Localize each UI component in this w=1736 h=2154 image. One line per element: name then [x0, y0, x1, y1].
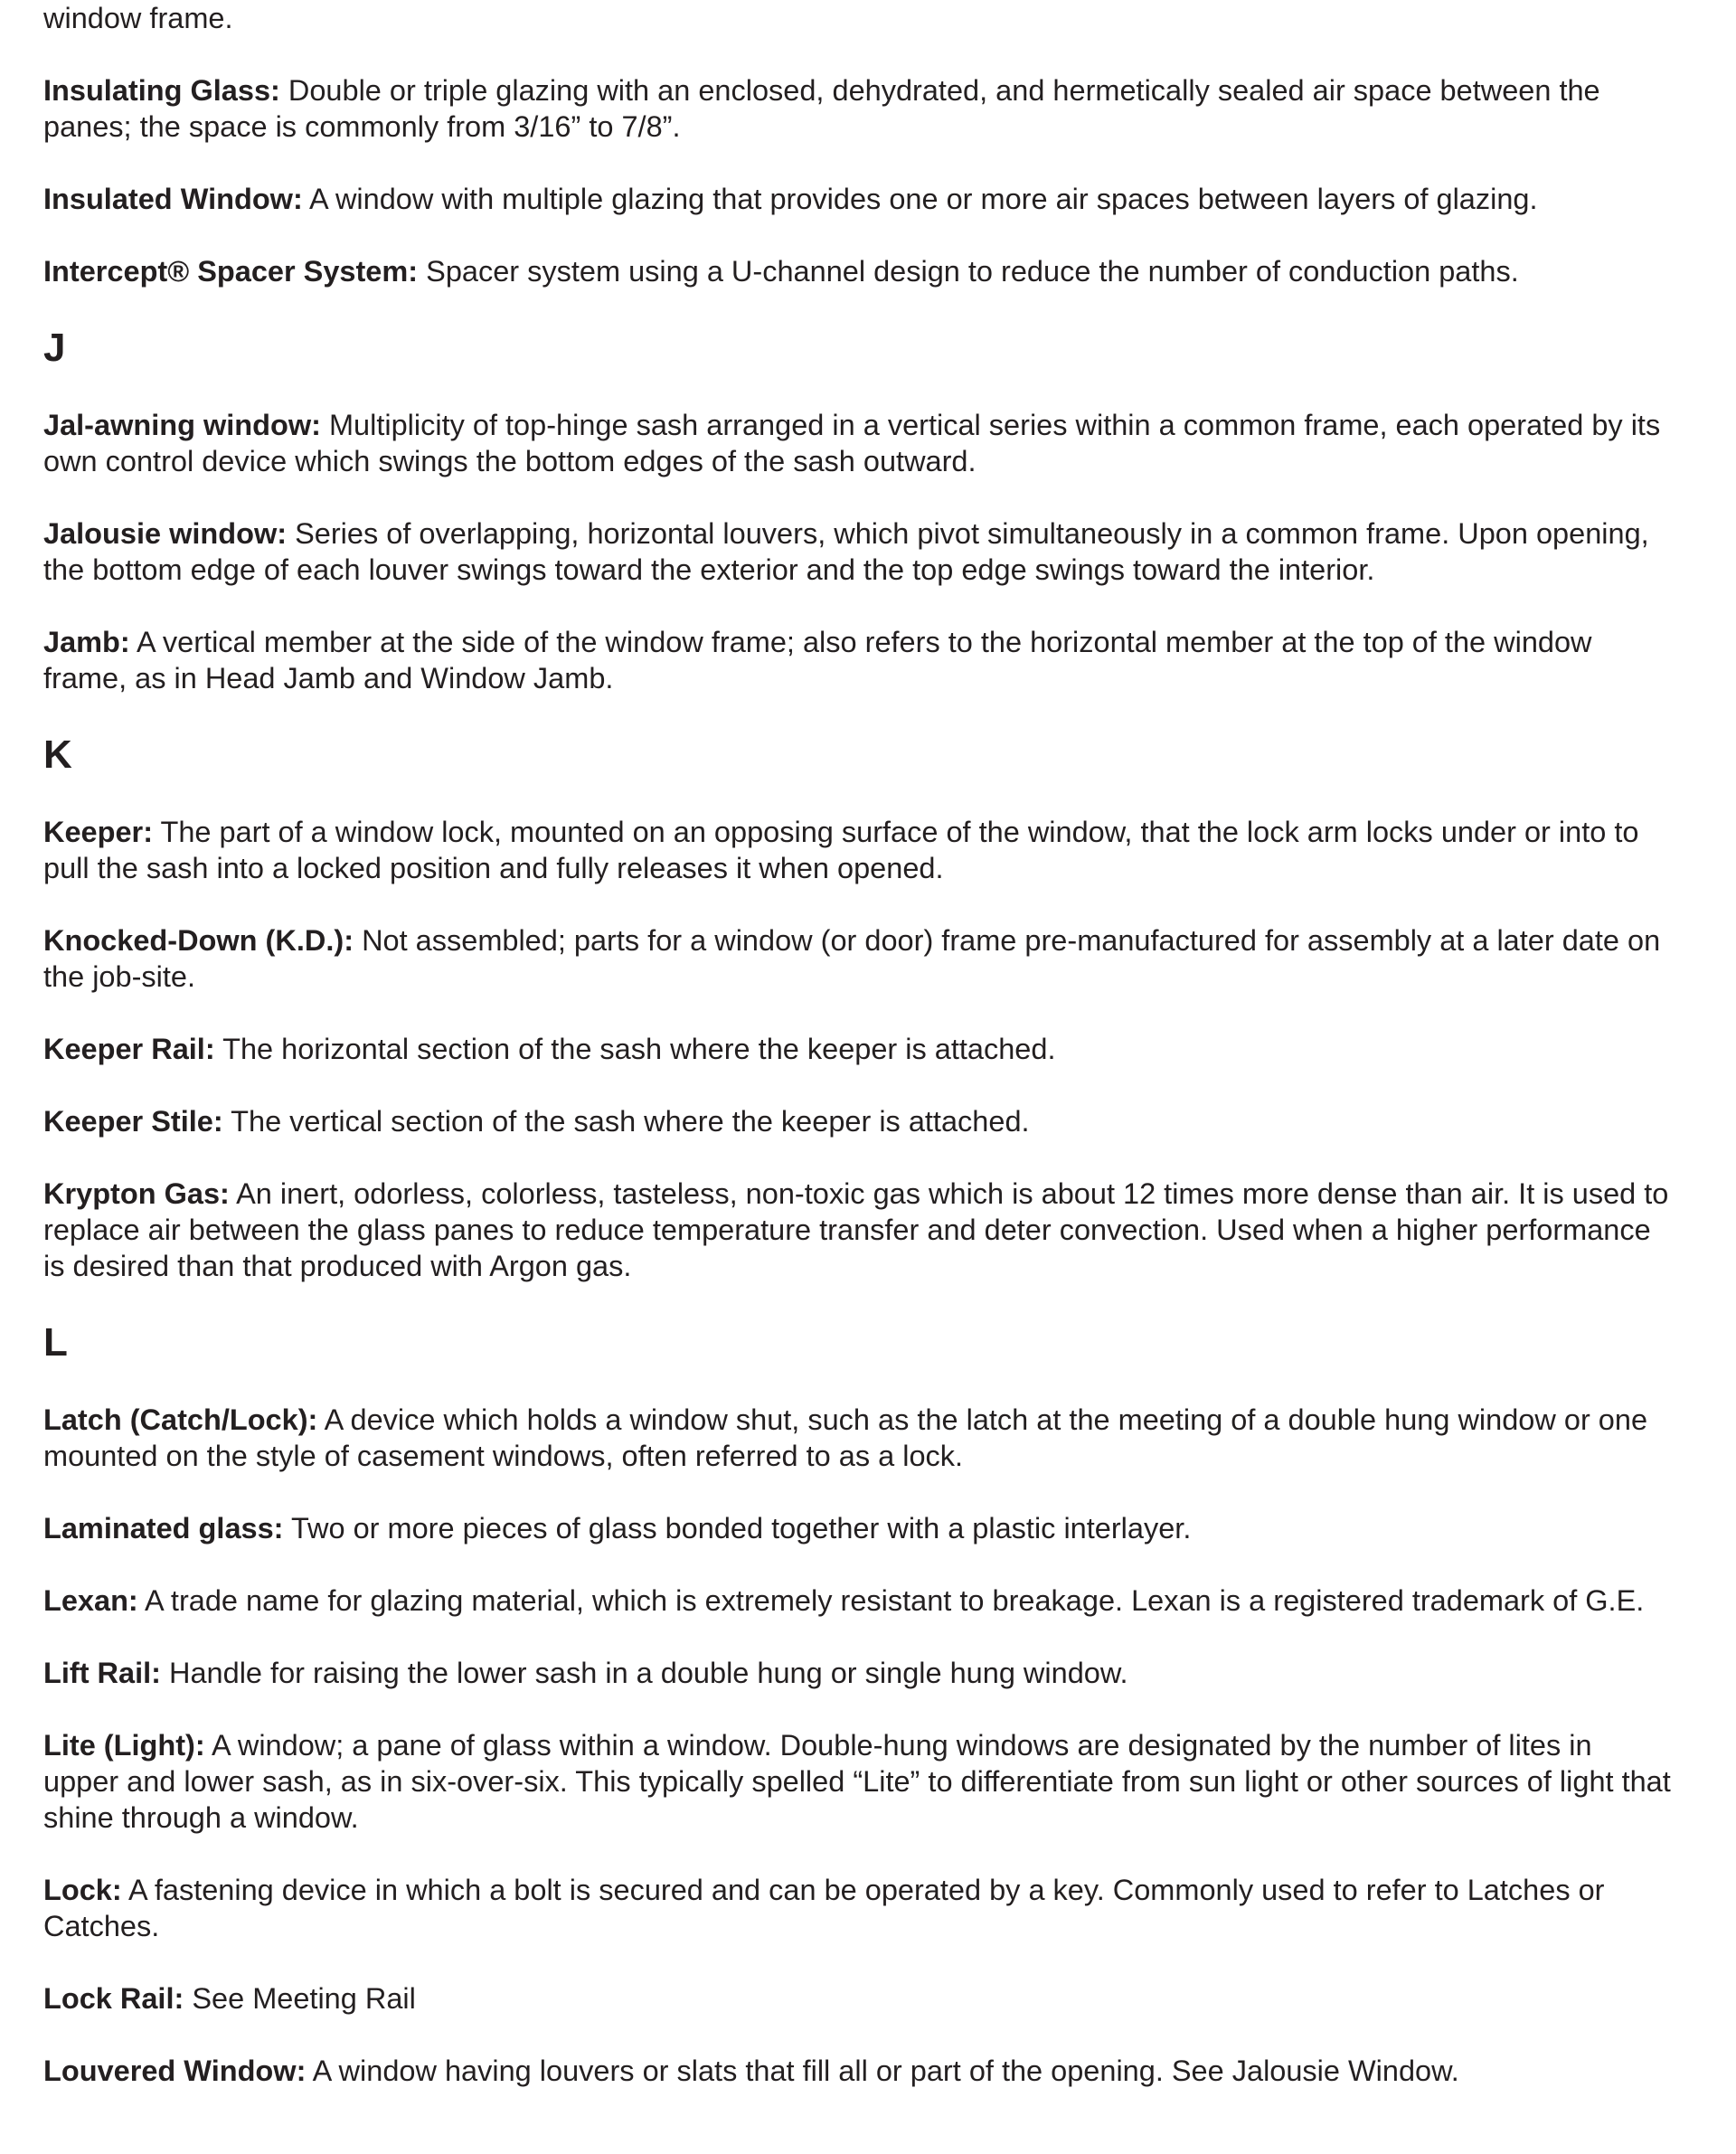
- glossary-term: Insulated Window:: [43, 183, 303, 215]
- entry-spacer: [43, 588, 1671, 624]
- entry-spacer: [43, 1944, 1671, 1980]
- glossary-term: Lock:: [43, 1874, 122, 1906]
- glossary-definition: A window with multiple glazing that provides one or more air spaces between layers of glazing.: [309, 183, 1538, 215]
- entry-spacer: [43, 2017, 1671, 2053]
- glossary-entry: [43, 922, 1671, 995]
- section-spacer: [43, 289, 1671, 326]
- entry-spacer: [43, 479, 1671, 515]
- glossary-entry: [43, 1727, 1671, 1836]
- glossary-term: Keeper Rail:: [43, 1033, 215, 1065]
- glossary-definition: Multiplicity of top-hinge sash arranged in a vertical series within a common frame, each operated by its own control device which swings the bottom edges of the sash outward.: [43, 409, 1661, 477]
- glossary-entry: [43, 407, 1671, 479]
- entry-spacer: [43, 1067, 1671, 1103]
- entry-spacer: [43, 371, 1671, 407]
- glossary-entry: [43, 515, 1671, 588]
- glossary-entry: [43, 624, 1671, 696]
- section-spacer: [43, 1284, 1671, 1320]
- glossary-entry: [43, 1655, 1671, 1691]
- entry-spacer: [43, 1139, 1671, 1176]
- entry-spacer: [43, 145, 1671, 181]
- glossary-term: Lift Rail:: [43, 1657, 161, 1689]
- glossary-entry: [43, 181, 1671, 217]
- glossary-definition: Handle for raising the lower sash in a double hung or single hung window.: [169, 1657, 1128, 1689]
- glossary-body: [43, 36, 1671, 2089]
- glossary-term: Jamb:: [43, 626, 130, 658]
- carryover-text: window frame.: [43, 2, 233, 34]
- entry-spacer: [43, 995, 1671, 1031]
- entry-spacer: [43, 217, 1671, 253]
- entry-spacer: [43, 1836, 1671, 1872]
- glossary-term: Lock Rail:: [43, 1982, 184, 2015]
- glossary-entry: [43, 1031, 1671, 1067]
- entry-spacer: [43, 1691, 1671, 1727]
- glossary-term: Lite (Light):: [43, 1729, 205, 1762]
- entry-spacer: [43, 1619, 1671, 1655]
- glossary-entry: [43, 1176, 1671, 1284]
- glossary-entry: [43, 1103, 1671, 1139]
- entry-spacer: [43, 36, 1671, 72]
- glossary-entry: [43, 1582, 1671, 1619]
- glossary-entry: [43, 1872, 1671, 1944]
- glossary-term: Louvered Window:: [43, 2055, 307, 2087]
- glossary-entry: [43, 1510, 1671, 1546]
- glossary-term: Insulating Glass:: [43, 74, 280, 107]
- glossary-term: Laminated glass:: [43, 1512, 284, 1545]
- glossary-definition: Series of overlapping, horizontal louvers, which pivot simultaneously in a common frame. Upon opening, the bottom edge of each louver swings toward the exterior and the top edge swings toward the interior.: [43, 517, 1649, 586]
- glossary-term: Keeper Stile:: [43, 1105, 223, 1138]
- glossary-term: Lexan:: [43, 1584, 138, 1617]
- glossary-entry: [43, 1980, 1671, 2017]
- entry-spacer: [43, 1474, 1671, 1510]
- section-letter-heading: J: [43, 326, 66, 370]
- glossary-definition: See Meeting Rail: [192, 1982, 416, 2015]
- glossary-definition: A window having louvers or slats that fill all or part of the opening. See Jalousie Window.: [312, 2055, 1459, 2087]
- glossary-entry: [43, 2053, 1671, 2089]
- entry-spacer: [43, 1365, 1671, 1402]
- glossary-term: Krypton Gas:: [43, 1177, 230, 1210]
- entry-spacer: [43, 778, 1671, 814]
- glossary-definition: Spacer system using a U-channel design to reduce the number of conduction paths.: [426, 255, 1519, 288]
- section-letter-heading: K: [43, 732, 72, 777]
- glossary-definition: Double or triple glazing with an enclosed, dehydrated, and hermetically sealed air space between the panes; the space is commonly from 3/16” to 7/8”.: [43, 74, 1600, 143]
- glossary-entry: [43, 814, 1671, 886]
- glossary-term: Jal-awning window:: [43, 409, 321, 441]
- glossary-definition: Not assembled; parts for a window (or door) frame pre-manufactured for assembly at a later date on the job-site.: [43, 924, 1661, 993]
- glossary-entry: [43, 253, 1671, 289]
- glossary-term: Jalousie window:: [43, 517, 288, 550]
- glossary-definition: A fastening device in which a bolt is secured and can be operated by a key. Commonly used to refer to Latches or Catches.: [43, 1874, 1605, 1942]
- glossary-term: Keeper:: [43, 816, 154, 848]
- glossary-definition: A vertical member at the side of the window frame; also refers to the horizontal member at the top of the window frame, as in Head Jamb and Window Jamb.: [43, 626, 1592, 694]
- glossary-definition: Two or more pieces of glass bonded together with a plastic interlayer.: [290, 1512, 1192, 1545]
- glossary-term: Knocked-Down (K.D.):: [43, 924, 354, 957]
- glossary-entry: [43, 72, 1671, 145]
- entry-spacer: [43, 1546, 1671, 1582]
- section-letter-heading: L: [43, 1320, 68, 1365]
- section-spacer: [43, 696, 1671, 732]
- glossary-term: Intercept® Spacer System:: [43, 255, 419, 288]
- glossary-definition: A trade name for glazing material, which is extremely resistant to breakage. Lexan is a registered trademark of G.E.: [145, 1584, 1645, 1617]
- entry-spacer: [43, 886, 1671, 922]
- glossary-definition: The horizontal section of the sash where the keeper is attached.: [222, 1033, 1056, 1065]
- glossary-definition: A device which holds a window shut, such as the latch at the meeting of a double hung window or one mounted on the style of casement windows, often referred to as a lock.: [43, 1403, 1648, 1472]
- glossary-term: Latch (Catch/Lock):: [43, 1403, 318, 1436]
- glossary-definition: The vertical section of the sash where the keeper is attached.: [231, 1105, 1030, 1138]
- glossary-page: [43, 0, 1671, 2089]
- glossary-definition: The part of a window lock, mounted on an opposing surface of the window, that the lock arm locks under or into to pull the sash into a locked position and fully releases it when opened.: [43, 816, 1639, 884]
- glossary-definition: A window; a pane of glass within a window. Double-hung windows are designated by the number of lites in upper and lower sash, as in six-over-six. This typically spelled “Lite” to differentiate from sun light or other sources of light that shine through a window.: [43, 1729, 1671, 1834]
- glossary-entry: [43, 1402, 1671, 1474]
- glossary-definition: An inert, odorless, colorless, tasteless, non-toxic gas which is about 12 times more dense than air. It is used to replace air between the glass panes to reduce temperature transfer and deter convection. Used when a higher performance is desired than that produced with Argon gas.: [43, 1177, 1669, 1282]
